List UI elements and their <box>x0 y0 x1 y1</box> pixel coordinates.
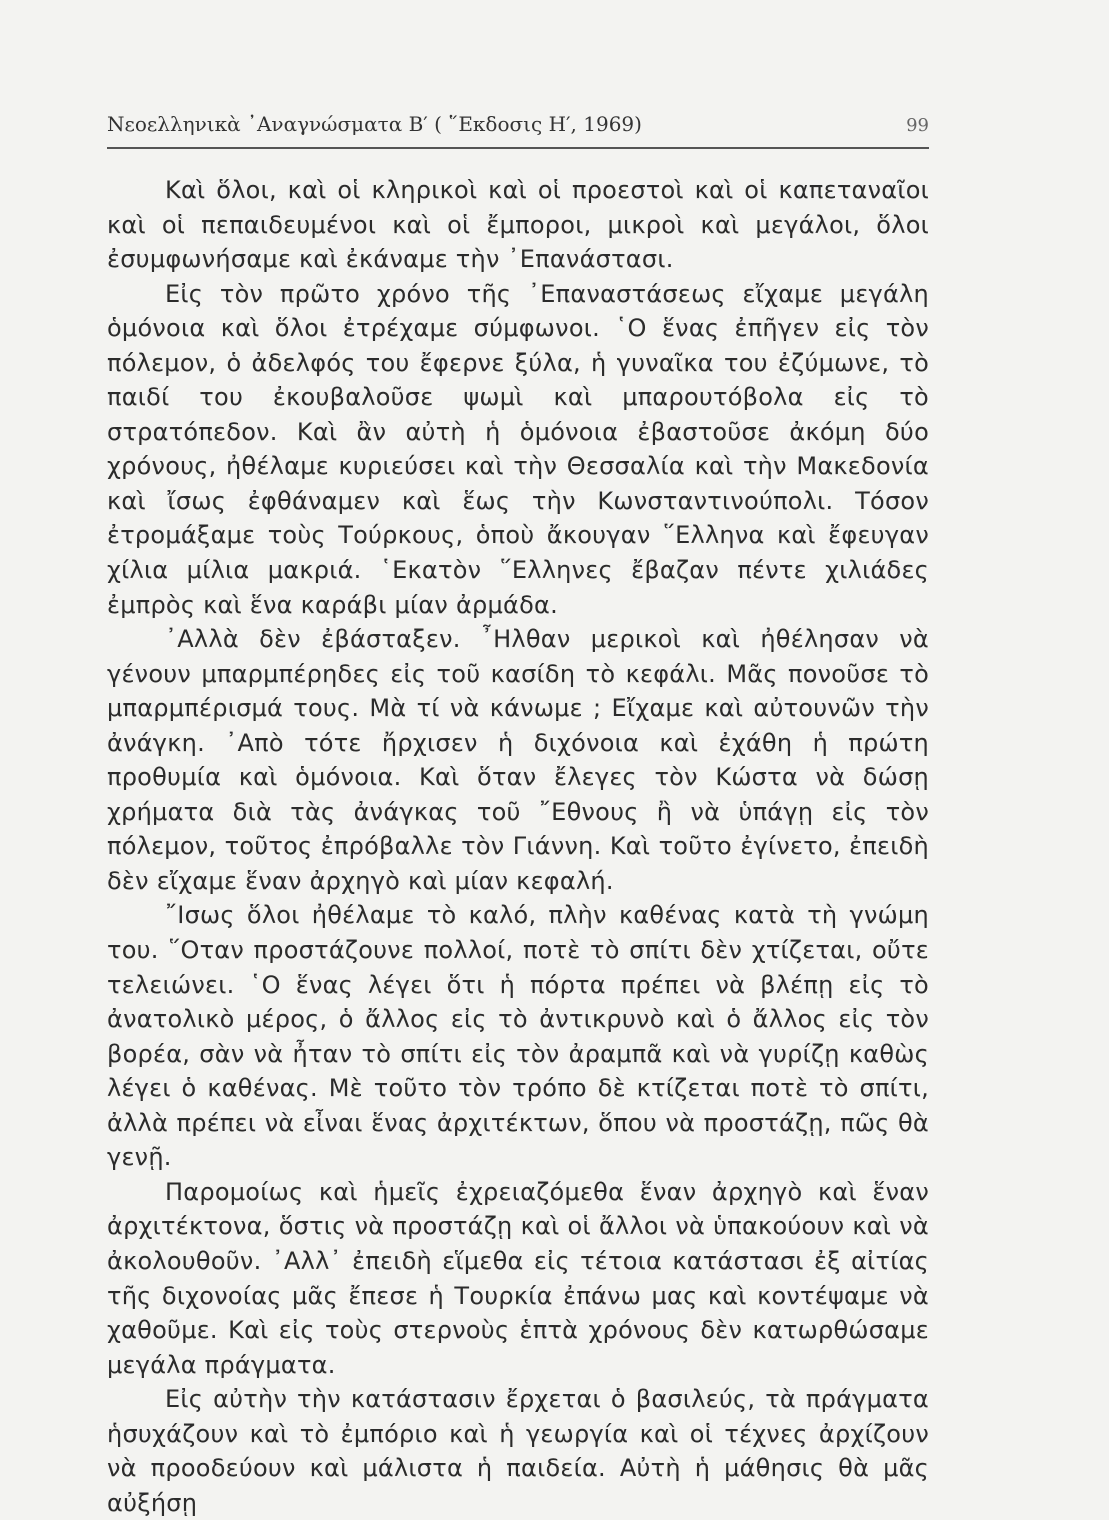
paragraph: Παρομοίως καὶ ἡμεῖς ἐχρειαζόμεθα ἕναν ἀρχηγὸ καὶ ἕναν ἀρχιτέκτονα, ὅστις νὰ προστάζῃ καὶ οἱ ἄλλοι νὰ ὑπακούουν καὶ νὰ ἀκολουθοῦν. ᾿Αλλ᾿ ἐπειδὴ εἵμεθα εἰς τέτοια κατάστασι ἐξ αἰτίας τῆς διχονοίας μᾶς ἔπεσε ἡ Τουρκία ἐπάνω μας καὶ κοντέψαμε νὰ χαθοῦμε. Καὶ εἰς τοὺς στερνοὺς ἑπτὰ χρόνους δὲν κατωρθώσαμε μεγάλα πράγματα. <box>107 1177 929 1379</box>
body-text <box>107 173 929 1520</box>
paragraph: Καὶ ὅλοι, καὶ οἱ κληρικοὶ καὶ οἱ προεστοὶ καὶ οἱ καπεταναῖοι καὶ οἱ πεπαιδευμένοι καὶ οἱ ἔμποροι, μικροὶ καὶ μεγάλοι, ὅλοι ἐσυμφωνήσαμε καὶ ἐκάναμε τὴν ᾿Επανάστασι. <box>107 176 929 274</box>
paragraph: ᾿Αλλὰ δὲν ἐβάσταξεν. ῏Ηλθαν μερικοὶ καὶ ἠθέλησαν νὰ γένουν μπαρμπέρηδες εἰς τοῦ κασίδη τὸ κεφάλι. Μᾶς πονοῦσε τὸ μπαρμπέρισμά τους. Μὰ τί νὰ κάνωμε ; Εἴχαμε καὶ αὐτουνῶν τὴν ἀνάγκη. ᾿Απὸ τότε ἤρχισεν ἡ διχόνοια καὶ ἐχάθη ἡ πρώτη προθυμία καὶ ὁμόνοια. Καὶ ὅταν ἔλεγες τὸν Κώστα νὰ δώσῃ χρήματα διὰ τὰς ἀνάγκας τοῦ ῎Εθνους ἢ νὰ ὑπάγῃ εἰς τὸν πόλεμον, τοῦτος ἐπρόβαλλε τὸν Γιάννη. Καὶ τοῦτο ἐγίνετο, ἐπειδὴ δὲν εἴχαμε ἕναν ἀρχηγὸ καὶ μίαν κεφαλή. <box>107 625 929 895</box>
paragraph: Εἰς τὸν πρῶτο χρόνο τῆς ᾿Επαναστάσεως εἴχαμε μεγάλη ὁμόνοια καὶ ὅλοι ἐτρέχαμε σύμφωνοι. ῾Ο ἕνας ἐπῆγεν εἰς τὸν πόλεμον, ὁ ἀδελφός του ἔφερνε ξύλα, ἡ γυναῖκα του ἐζύμωνε, τὸ παιδί του ἐκουβαλοῦσε ψωμὶ καὶ μπαρουτόβολα εἰς τὸ στρατόπεδον. Καὶ ἂν αὐτὴ ἡ ὁμόνοια ἐβαστοῦσε ἀκόμη δύο χρόνους, ἠθέλαμε κυριεύσει καὶ τὴν Θεσσαλία καὶ τὴν Μακεδονία καὶ ἴσως ἐφθάναμεν καὶ ἕως τὴν Κωνσταντινούπολι. Τόσον ἐτρομάξαμε τοὺς Τούρκους, ὁποὺ ἄκουγαν ῞Ελληνα καὶ ἔφευγαν χίλια μίλια μακριά. ῾Εκατὸν ῞Ελληνες ἔβαζαν πέντε χιλιάδες ἐμπρὸς καὶ ἕνα καράβι μίαν ἀρμάδα. <box>107 279 929 619</box>
book-title: Νεοελληνικὰ ᾿Αναγνώσματα Β′ ( ῞Εκδοσις Η′, 1969) <box>107 112 642 136</box>
header-rule <box>107 147 929 149</box>
page-number: 99 <box>906 115 929 136</box>
paragraph: ῎Ισως ὅλοι ἠθέλαμε τὸ καλό, πλὴν καθένας κατὰ τὴ γνώμη του. ῞Οταν προστάζουνε πολλοί, ποτὲ τὸ σπίτι δὲν χτίζεται, οὔτε τελειώνει. ῾Ο ἕνας λέγει ὅτι ἡ πόρτα πρέπει νὰ βλέπῃ εἰς τὸ ἀνατολικὸ μέρος, ὁ ἄλλος εἰς τὸ ἀντικρυνὸ καὶ ὁ ἄλλος εἰς τὸν βορέα, σὰν νὰ ἦταν τὸ σπίτι εἰς τὸν ἀραμπᾶ καὶ νὰ γυρίζῃ καθὼς λέγει ὁ καθένας. Μὲ τοῦτο τὸν τρόπο δὲ κτίζεται ποτὲ τὸ σπίτι, ἀλλὰ πρέπει νὰ εἶναι ἕνας ἀρχιτέκτων, ὅπου νὰ προστάζῃ, πῶς θὰ γενῇ. <box>107 901 929 1172</box>
paragraph: Εἰς αὐτὴν τὴν κατάστασιν ἔρχεται ὁ βασιλεύς, τὰ πράγματα ἡσυχάζουν καὶ τὸ ἐμπόριο καὶ ἡ γεωργία καὶ οἱ τέχνες ἀρχίζουν νὰ προοδεύουν καὶ μάλιστα ἡ παιδεία. Αὐτὴ ἡ μάθησις θὰ μᾶς αὐξήσῃ <box>107 1385 929 1517</box>
running-header <box>107 112 929 136</box>
